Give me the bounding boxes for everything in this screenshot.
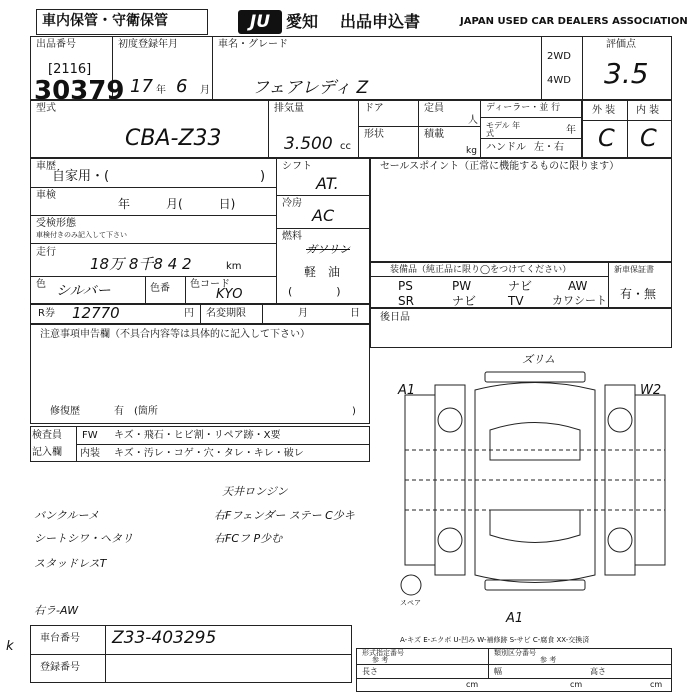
note-c: スタッドレスT (34, 557, 107, 570)
year-unit: 年 (156, 85, 166, 96)
selling-points-label: セールスポイント（正常に機能するものに限ります） (380, 161, 620, 172)
yen-unit: 円 (184, 308, 194, 319)
repair-value: 有 (箇所 (114, 406, 158, 417)
handle-options: 左・右 (534, 142, 564, 153)
height-label: 高さ (590, 667, 606, 676)
record-label: 記入欄 (32, 447, 62, 458)
cooler-value: AC (312, 206, 335, 225)
shift-label: シフト (282, 161, 312, 172)
color-code-label: 色コード (190, 279, 230, 290)
damage-legend: A-キズ E-エクボ U-凹み W-補修跡 S-サビ C-腐食 XX-交換済 (400, 636, 590, 644)
left-margin-mark: k (6, 639, 14, 654)
history-close: ) (260, 169, 266, 184)
equip-navi-2[interactable]: ナビ (452, 294, 477, 308)
color-code: KYO (216, 287, 243, 302)
note-d: 右ラ-AW (34, 604, 79, 617)
diagram-label-right: W2 (640, 383, 662, 398)
name-change-month: 月 (298, 308, 308, 319)
color-no-label: 色番 (150, 283, 170, 294)
exterior-label: 外 装 (592, 105, 616, 116)
capacity-unit: 人 (468, 115, 478, 126)
cooler-label: 冷房 (282, 198, 302, 209)
diagram-label-top: ズリム (522, 353, 555, 366)
model-year-unit: 年 (566, 125, 576, 136)
load-label: 積載 (424, 129, 444, 140)
receive-note: 車検付きのみ記入して下さい (36, 231, 127, 239)
note-b1: シートシワ・ヘタリ (34, 532, 133, 545)
car-damage-diagram (395, 350, 672, 620)
handle-label: ハンドル (486, 142, 526, 153)
mileage-label: 走行 (36, 247, 56, 258)
form-title: 出品申込書 (340, 12, 421, 31)
first-reg-year: 17 (130, 76, 153, 97)
new-warranty-options: 有・無 (620, 287, 657, 301)
class-label: 類別区分番号 (494, 649, 536, 657)
lot-number: 30379 (34, 76, 125, 106)
shape-label: 形状 (364, 129, 384, 140)
interior-items: キズ・汚レ・コゲ・穴・タレ・キレ・破レ (114, 448, 304, 459)
dealer-label: ディーラー・並 行 (486, 103, 561, 113)
ju-logo-text: JU (249, 12, 271, 32)
chassis-label: 車台番号 (40, 633, 80, 644)
ju-logo (238, 10, 282, 34)
length-label: 長さ (362, 667, 378, 676)
chassis-value: Z33-403295 (112, 628, 217, 648)
note-b2: 右FCフ P少む (214, 532, 283, 545)
association-name: JAPAN USED CAR DEALERS ASSOCIATION (460, 16, 688, 27)
r-value: 12770 (72, 304, 120, 322)
month-unit: 月 (200, 85, 210, 96)
diagram-label-left: A1 (398, 383, 416, 398)
r-label: R券 (38, 308, 55, 319)
equip-ps[interactable]: PS (398, 279, 413, 293)
mileage-value: 18万 8千8 4 2 (90, 255, 192, 273)
reg-label: 登録番号 (40, 662, 80, 673)
width-cm: cm (570, 680, 583, 689)
storage-label: 車内保管・守衛保管 (42, 13, 168, 29)
note-a1: バンクルーメ (34, 509, 99, 522)
name-change-label: 名変期限 (206, 308, 246, 319)
drive-2wd: 2WD (547, 51, 571, 62)
format-ref: 参 考 (372, 656, 389, 664)
interior-check-label: 内装 (80, 448, 100, 459)
fuel-value: ガソリン (306, 243, 350, 256)
grade-value: 3.5 (604, 57, 649, 90)
displacement: 3.500 (284, 134, 333, 154)
lot-sub-number: [2116] (48, 62, 92, 77)
model-code: CBA-Z33 (125, 126, 222, 151)
region-label: 愛知 (286, 12, 319, 31)
format-label: 形式指定番号 (362, 649, 404, 657)
model-year-label: モデル 年式 (486, 121, 521, 138)
equip-pw[interactable]: PW (452, 279, 472, 293)
receive-label: 受検形態 (36, 218, 76, 229)
equip-kawa-seat[interactable]: カワシート (552, 294, 607, 307)
interior-label: 内 装 (636, 105, 660, 116)
inspection-label: 車検 (36, 190, 56, 201)
interior-grade: C (640, 124, 657, 152)
fw-items: キズ・飛石・ヒビ割・リペア跡・X要 (114, 430, 281, 441)
diagram-label-bottom: A1 (506, 611, 524, 626)
history-label: 車歴 (36, 161, 56, 172)
equip-aw[interactable]: AW (568, 279, 588, 293)
first-reg-label: 初度登録年月 (118, 39, 178, 50)
spare-label: スペア (400, 599, 421, 607)
fuel-paren: ( ) (288, 285, 341, 298)
doors-label: ドア (364, 103, 384, 114)
note-top: 天井ロンジン (222, 485, 288, 498)
width-label: 幅 (494, 667, 502, 676)
equip-sr[interactable]: SR (398, 294, 414, 308)
new-warranty-label: 新車保証書 (614, 265, 654, 274)
model-name: フェアレディ Z (252, 78, 369, 98)
capacity-label: 定員 (424, 103, 444, 114)
shift-value: AT. (316, 174, 339, 193)
load-unit: kg (466, 146, 477, 156)
color-value: シルバー (56, 283, 111, 299)
color-label: 色 (36, 279, 46, 290)
selling-points-frame (370, 158, 672, 262)
mileage-unit: km (226, 261, 242, 272)
history-value: 自家用・( (52, 169, 110, 184)
fw-label: FW (82, 430, 98, 441)
post-item-frame (370, 308, 672, 348)
class-ref: 参 考 (540, 656, 557, 664)
repair-close: ) (352, 406, 356, 417)
notes-label: 注意事項申告欄（不具合内容等は具体的に記入して下さい） (40, 329, 310, 340)
name-change-day: 日 (350, 308, 360, 319)
equip-tv[interactable]: TV (508, 294, 524, 308)
model-name-label: 車名・グレード (218, 39, 288, 50)
grade-label: 評価点 (606, 39, 636, 50)
equipment-label: 装備品（純正品に限り◯をつけてください） (390, 265, 572, 275)
cc-unit: cc (340, 141, 351, 152)
repair-label: 修復歴 (50, 406, 80, 417)
exterior-grade: C (598, 124, 615, 152)
lot-number-label: 出品番号 (36, 39, 76, 50)
note-a2: 右Fフェンダー ステー C少キ (214, 509, 355, 522)
equip-navi-1[interactable]: ナビ (508, 279, 533, 293)
height-cm: cm (650, 680, 663, 689)
drive-4wd: 4WD (547, 75, 571, 86)
first-reg-month: 6 (176, 76, 188, 97)
model-code-label: 型式 (36, 103, 56, 114)
fuel-label: 燃料 (282, 231, 302, 242)
displacement-label: 排気量 (274, 103, 304, 114)
inspection-value: 年 月( 日) (118, 197, 236, 211)
post-item-label: 後日品 (380, 312, 410, 323)
inspector-label: 検査員 (32, 430, 62, 441)
length-cm: cm (466, 680, 479, 689)
fuel-alt: 軽 油 (304, 265, 341, 279)
